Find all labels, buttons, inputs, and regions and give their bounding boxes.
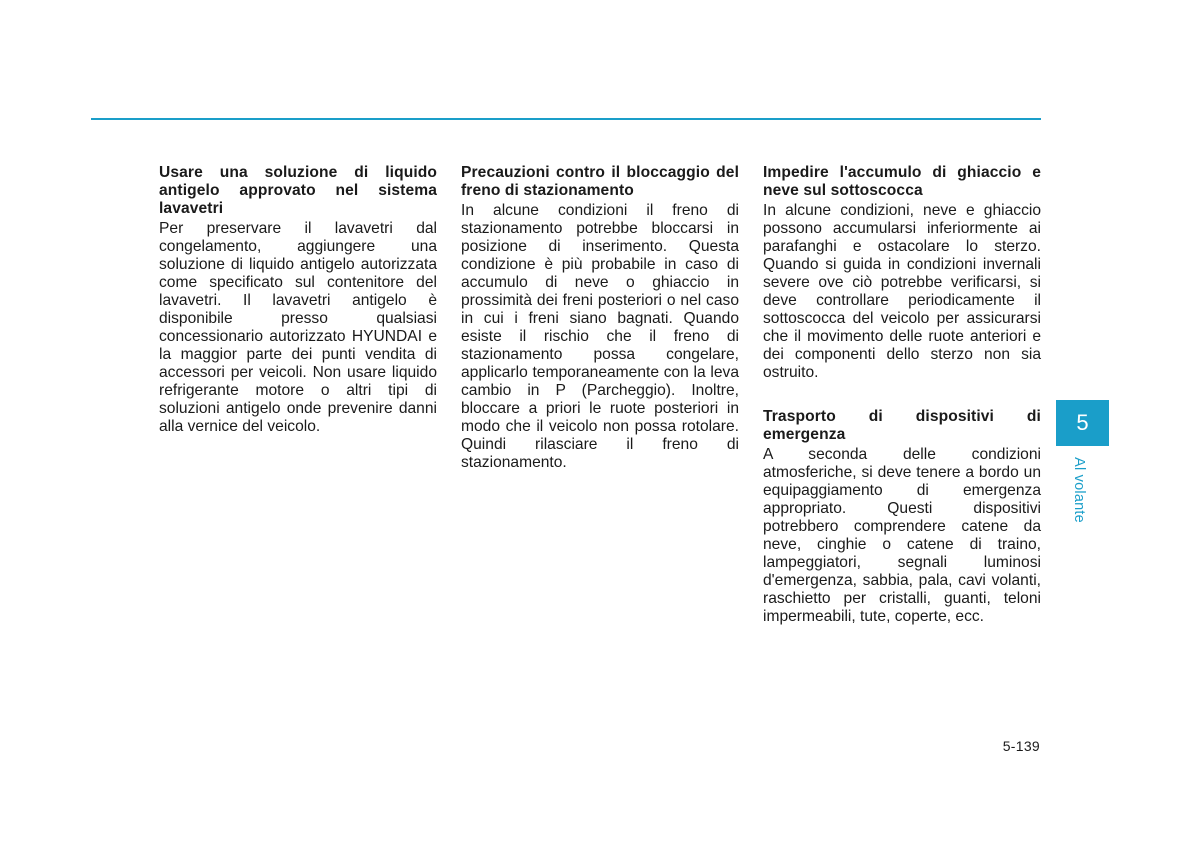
section-emergency-equipment [763, 408, 1041, 626]
section-underbody-ice [763, 164, 1041, 382]
column-left [159, 164, 437, 436]
section-parking-brake-freeze [461, 164, 739, 472]
section-body: A seconda delle condizioni atmosferiche, si deve tenere a bordo un equipaggiamento di emergenza appropriato. Questi dispositivi potrebbero comprendere catene da neve, cinghie o catene di traino, lampeggiatori, segnali luminosi d'emergenza, sabbia, pala, cavi volanti, raschietto per cristalli, guanti, teloni impermeabili, tute, coperte, ecc. [763, 446, 1041, 625]
column-middle [461, 164, 739, 472]
chapter-number-tab: 5 [1056, 400, 1109, 446]
column-right [763, 164, 1041, 626]
header-rule [91, 118, 1041, 120]
section-heading: Usare una soluzione di liquido antigelo approvato nel sistema lavavetri [159, 164, 437, 217]
chapter-title: Al volante [1071, 457, 1087, 523]
section-heading: Impedire l'accumulo di ghiaccio e neve sul sottoscocca [763, 164, 1041, 199]
section-heading: Precauzioni contro il bloccaggio del freno di stazionamento [461, 164, 739, 199]
section-washer-antifreeze [159, 164, 437, 436]
section-body: In alcune condizioni il freno di stazionamento potrebbe bloccarsi in posizione di inserimento. Questa condizione è più probabile in caso di accumulo di neve o ghiaccio in prossimità dei freni posteriori o nel caso in cui i freni siano bagnati. Quando esiste il rischio che il freno di stazionamento possa congelare, applicarlo temporaneamente con la leva cambio in P (Parcheggio). Inoltre, bloccare a priori le ruote posteriori in modo che il veicolo non possa rotolare. Quindi rilasciare il freno di stazionamento. [461, 202, 739, 471]
page-number: 5-139 [1002, 738, 1040, 754]
section-body: In alcune condizioni, neve e ghiaccio possono accumularsi inferiormente ai parafanghi e ostacolare lo sterzo. Quando si guida in condizioni invernali severe ove ciò potrebbe verificarsi, si deve controllare periodicamente il sottoscocca del veicolo per assicurarsi che il movimento delle ruote anteriori e dei componenti dello sterzo non sia ostruito. [763, 202, 1041, 381]
section-heading: Trasporto di dispositivi di emergenza [763, 408, 1041, 443]
section-body: Per preservare il lavavetri dal congelamento, aggiungere una soluzione di liquido antigelo autorizzata come specificato sul contenitore del lavavetri. Il lavavetri antigelo è disponibile presso qualsiasi concessionario autorizzato HYUNDAI e la maggior parte dei punti vendita di accessori per veicoli. Non usare liquido refrigerante motore o altri tipi di soluzioni antigelo onde prevenire danni alla vernice del veicolo. [159, 220, 437, 435]
